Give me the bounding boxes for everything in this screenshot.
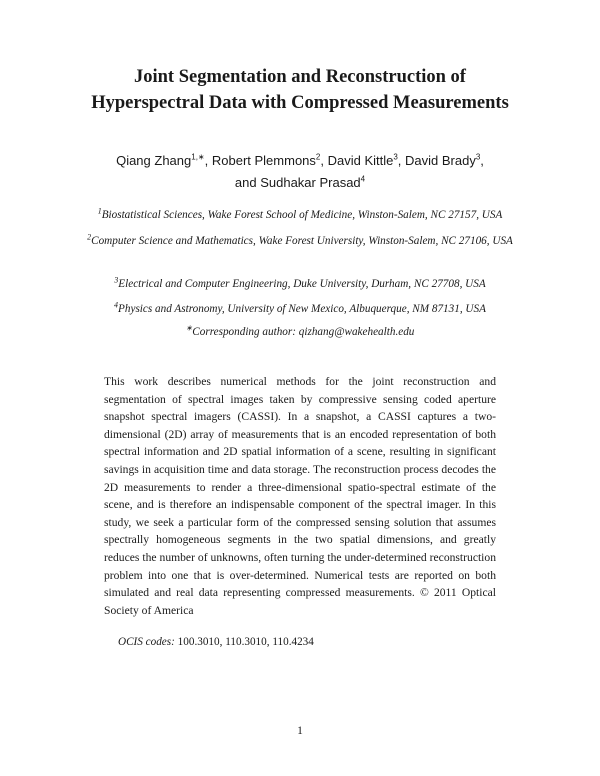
affiliation-text: Computer Science and Mathematics, Wake Forest University, Winston-Salem, NC 27106, USA	[91, 235, 513, 247]
affiliation-mark: 2	[87, 232, 92, 242]
author-list	[0, 150, 600, 194]
author-name: Sudhakar Prasad	[260, 175, 361, 190]
author-affiliation-mark: 2	[315, 152, 321, 162]
author-affiliation-mark: 3	[393, 152, 398, 162]
author-affiliation-mark: 3	[475, 152, 481, 162]
affiliation-mark: 3	[114, 275, 119, 285]
title-line-2: Hyperspectral Data with Compressed Measurements	[91, 93, 509, 113]
affiliation-text: Electrical and Computer Engineering, Duke University, Durham, NC 27708, USA	[118, 278, 486, 290]
author-name: Robert Plemmons	[211, 153, 316, 168]
affiliation-2	[60, 232, 540, 250]
corresponding-mark: ∗	[185, 323, 193, 333]
affiliation-text: Biostatistical Sciences, Wake Forest School of Medicine, Winston-Salem, NC 27157, USA	[101, 209, 503, 221]
paper-title	[0, 64, 600, 116]
author-line-1: Qiang Zhang$^{1,∗}$, Robert Plemmons$^2$, David Kittle$^3$, David Brady$^3$,	[116, 152, 484, 168]
author-name: David Brady	[405, 153, 476, 168]
abstract: This work describes numerical methods for the joint reconstruction and segmentation of spectral images taken by compressive sensing coded aperture snapshot spectral imagers (CASSI). In a snapshot, a CASSI captures a two-dimensional (2D) array of measurements that is an encoded representation of both spectral information and 2D spatial information of a scene, resulting in significant savings in acquisition time and data storage. The reconstruction process decodes the 2D measurements to render a three-dimensional spatio-spectral estimate of the scene, and is therefore an indispensable component of the spectral imager. In this study, we seek a particular form of the compressed sensing solution that assumes spectrally homogeneous segments in the two spatial dimensions, and greatly reduces the number of unknowns, often turning the under-determined reconstruction problem into one that is over-determined. Numerical tests are reported on both simulated and real data representing compressed measurements. © 2011 Optical Society of America	[104, 375, 496, 617]
affiliation-1	[60, 206, 540, 224]
ocis-label: OCIS codes:	[118, 636, 175, 648]
corresponding-author	[60, 323, 540, 341]
affiliation-3	[60, 275, 540, 293]
author-affiliation-mark: 1,∗	[191, 152, 205, 162]
ocis-values: 100.3010, 110.3010, 110.4234	[177, 636, 314, 648]
page-number: 1	[297, 725, 303, 737]
corresponding-text: Corresponding author: qizhang@wakehealth.edu	[192, 326, 415, 338]
affiliation-mark: 1	[97, 206, 102, 216]
author-name: David Kittle	[327, 153, 394, 168]
title-line-1: Joint Segmentation and Reconstruction of	[134, 67, 466, 87]
affiliation-mark: 4	[114, 300, 119, 310]
affiliation-4	[60, 300, 540, 318]
ocis-codes	[118, 636, 314, 648]
affiliation-text: Physics and Astronomy, University of New Mexico, Albuquerque, NM 87131, USA	[118, 303, 486, 315]
author-affiliation-mark: 4	[360, 174, 366, 184]
author-line-2: and Sudhakar Prasad$^4$	[234, 174, 366, 190]
author-name: Qiang Zhang	[116, 153, 192, 168]
